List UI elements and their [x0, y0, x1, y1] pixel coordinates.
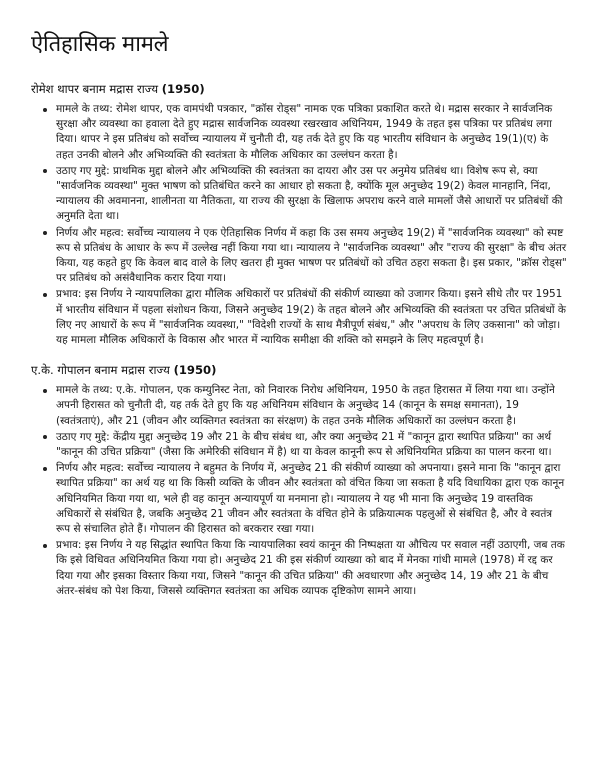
case-impact: प्रभाव: इस निर्णय ने न्यायपालिका द्वारा मौलिक अधिकारों पर प्रतिबंधों की संकीर्ण व्याख्या को उजागर किया। इसने सीधे तौर पर 1951 में भारतीय संविधान में पहला संशोधन किया, जिसने अनुच्छेद 19(2) के तहत बोलने और अभिव्यक्ति की स्वतंत्रता पर उचित प्रतिबंधों के लिए नए आधारों के रूप में "सार्वजनिक व्यवस्था," "विदेशी राज्यों के साथ मैत्रीपूर्ण संबंध," और "अपराध के लिए उकसाना" को जोड़ा। यह मामला मौलिक अधिकारों के विकास और भारत में न्यायिक समीक्षा की शक्ति को समझने के लिए महत्वपूर्ण है। [56, 287, 568, 348]
case-name: रोमेश थापर बनाम मद्रास राज्य [31, 82, 159, 96]
case-name: ए.के. गोपालन बनाम मद्रास राज्य [31, 363, 170, 378]
case-year: (1950) [173, 363, 217, 378]
case-heading [31, 82, 568, 97]
case-year: (1950) [161, 82, 205, 96]
case-romesh-thappar [31, 82, 568, 348]
case-points-list [31, 102, 568, 348]
case-points-list [31, 383, 568, 599]
case-facts: मामले के तथ्य: ए.के. गोपालन, एक कम्युनिस्ट नेता, को निवारक निरोध अधिनियम, 1950 के तहत हिरासत में लिया गया था। उन्होंने अपनी हिरासत को चुनौती दी, यह तर्क देते हुए कि यह अधिनियम संविधान के अनुच्छेद 14 (कानून के समक्ष समानता), 19 (स्वतंत्रताएं), और 21 (जीवन और व्यक्तिगत स्वतंत्रता का संरक्षण) के तहत उनके मौलिक अधिकारों का उल्लंघन करता है। [56, 383, 568, 429]
case-heading [31, 363, 568, 378]
case-facts: मामले के तथ्य: रोमेश थापर, एक वामपंथी पत्रकार, "क्रॉस रोड्स" नामक एक पत्रिका प्रकाशित करते थे। मद्रास सरकार ने सार्वजनिक सुरक्षा और व्यवस्था का हवाला देते हुए मद्रास सार्वजनिक व्यवस्था रखरखाव अधिनियम, 1949 के तहत इस पत्रिका पर प्रतिबंध लगा दिया। थापर ने इस प्रतिबंध को सर्वोच्च न्यायालय में चुनौती दी, यह तर्क देते हुए कि यह भारतीय संविधान के अनुच्छेद 19(1)(ए) के तहत उनकी बोलने और अभिव्यक्ति की स्वतंत्रता के मौलिक अधिकार का उल्लंघन करता है। [56, 102, 568, 163]
page-title: ऐतिहासिक मामले [31, 32, 169, 57]
case-judgment: निर्णय और महत्व: सर्वोच्च न्यायालय ने एक ऐतिहासिक निर्णय में कहा कि उस समय अनुच्छेद 19(2) में "सार्वजनिक व्यवस्था" को स्पष्ट रूप से प्रतिबंध के आधार के रूप में उल्लेख नहीं किया गया था। न्यायालय ने "सार्वजनिक व्यवस्था" और "राज्य की सुरक्षा" के बीच अंतर किया, यह कहते हुए कि केवल बाद वाले के लिए खतरा ही मुक्त भाषण पर प्रतिबंधों को उचित ठहरा सकता है। इस प्रकार, "क्रॉस रोड्स" पर प्रतिबंध को असंवैधानिक करार दिया गया। [56, 226, 568, 287]
case-issues: उठाए गए मुद्दे: प्राथमिक मुद्दा बोलने और अभिव्यक्ति की स्वतंत्रता का दायरा और उस पर अनुमेय प्रतिबंध था। विशेष रूप से, क्या "सार्वजनिक व्यवस्था" मुक्त भाषण को प्रतिबंधित करने का आधार हो सकता है, क्योंकि मूल अनुच्छेद 19(2) केवल मानहानि, निंदा, न्यायालय की अवमानना, शालीनता या नैतिकता, या राज्य की सुरक्षा के खिलाफ अपराध करने वाले मामलों जैसे आधारों पर प्रतिबंधों की अनुमति देता था। [56, 164, 568, 225]
case-impact: प्रभाव: इस निर्णय ने यह सिद्धांत स्थापित किया कि न्यायपालिका स्वयं कानून की निष्पक्षता या औचित्य पर सवाल नहीं उठाएगी, जब तक कि इसे विधिवत अधिनियमित किया गया हो। अनुच्छेद 21 की इस संकीर्ण व्याख्या को बाद में मेनका गांधी मामले (1978) में रद्द कर दिया गया और इसका विस्तार किया गया, जिसने "कानून की उचित प्रक्रिया" की अवधारणा और अनुच्छेद 14, 19 और 21 के बीच अंतर-संबंध को पेश किया, जिससे व्यक्तिगत स्वतंत्रता का अधिक व्यापक दृष्टिकोण सामने आया। [56, 538, 568, 599]
case-judgment: निर्णय और महत्व: सर्वोच्च न्यायालय ने बहुमत के निर्णय में, अनुच्छेद 21 की संकीर्ण व्याख्या को अपनाया। इसने माना कि "कानून द्वारा स्थापित प्रक्रिया" का अर्थ यह था कि किसी व्यक्ति के जीवन और स्वतंत्रता को वंचित किया जा सकता है यदि विधायिका द्वारा एक कानून अधिनियमित किया गया था, भले ही वह कानून अन्यायपूर्ण या मनमाना हो। न्यायालय ने यह भी माना कि अनुच्छेद 19 वास्तविक अधिकारों से संबंधित है, जबकि अनुच्छेद 21 जीवन और स्वतंत्रता के वंचित होने के प्रक्रियात्मक पहलुओं से संबंधित है, और वे स्वतंत्र रूप से संचालित होते हैं। गोपालन की हिरासत को बरकरार रखा गया। [56, 461, 568, 537]
case-issues: उठाए गए मुद्दे: केंद्रीय मुद्दा अनुच्छेद 19 और 21 के बीच संबंध था, और क्या अनुच्छेद 21 में "कानून द्वारा स्थापित प्रक्रिया" का अर्थ "कानून की उचित प्रक्रिया" (जैसा कि अमेरिकी संविधान में है) था या केवल कानूनी रूप से अधिनियमित प्रक्रिया का पालन करना था। [56, 430, 568, 460]
case-ak-gopalan [31, 363, 568, 599]
